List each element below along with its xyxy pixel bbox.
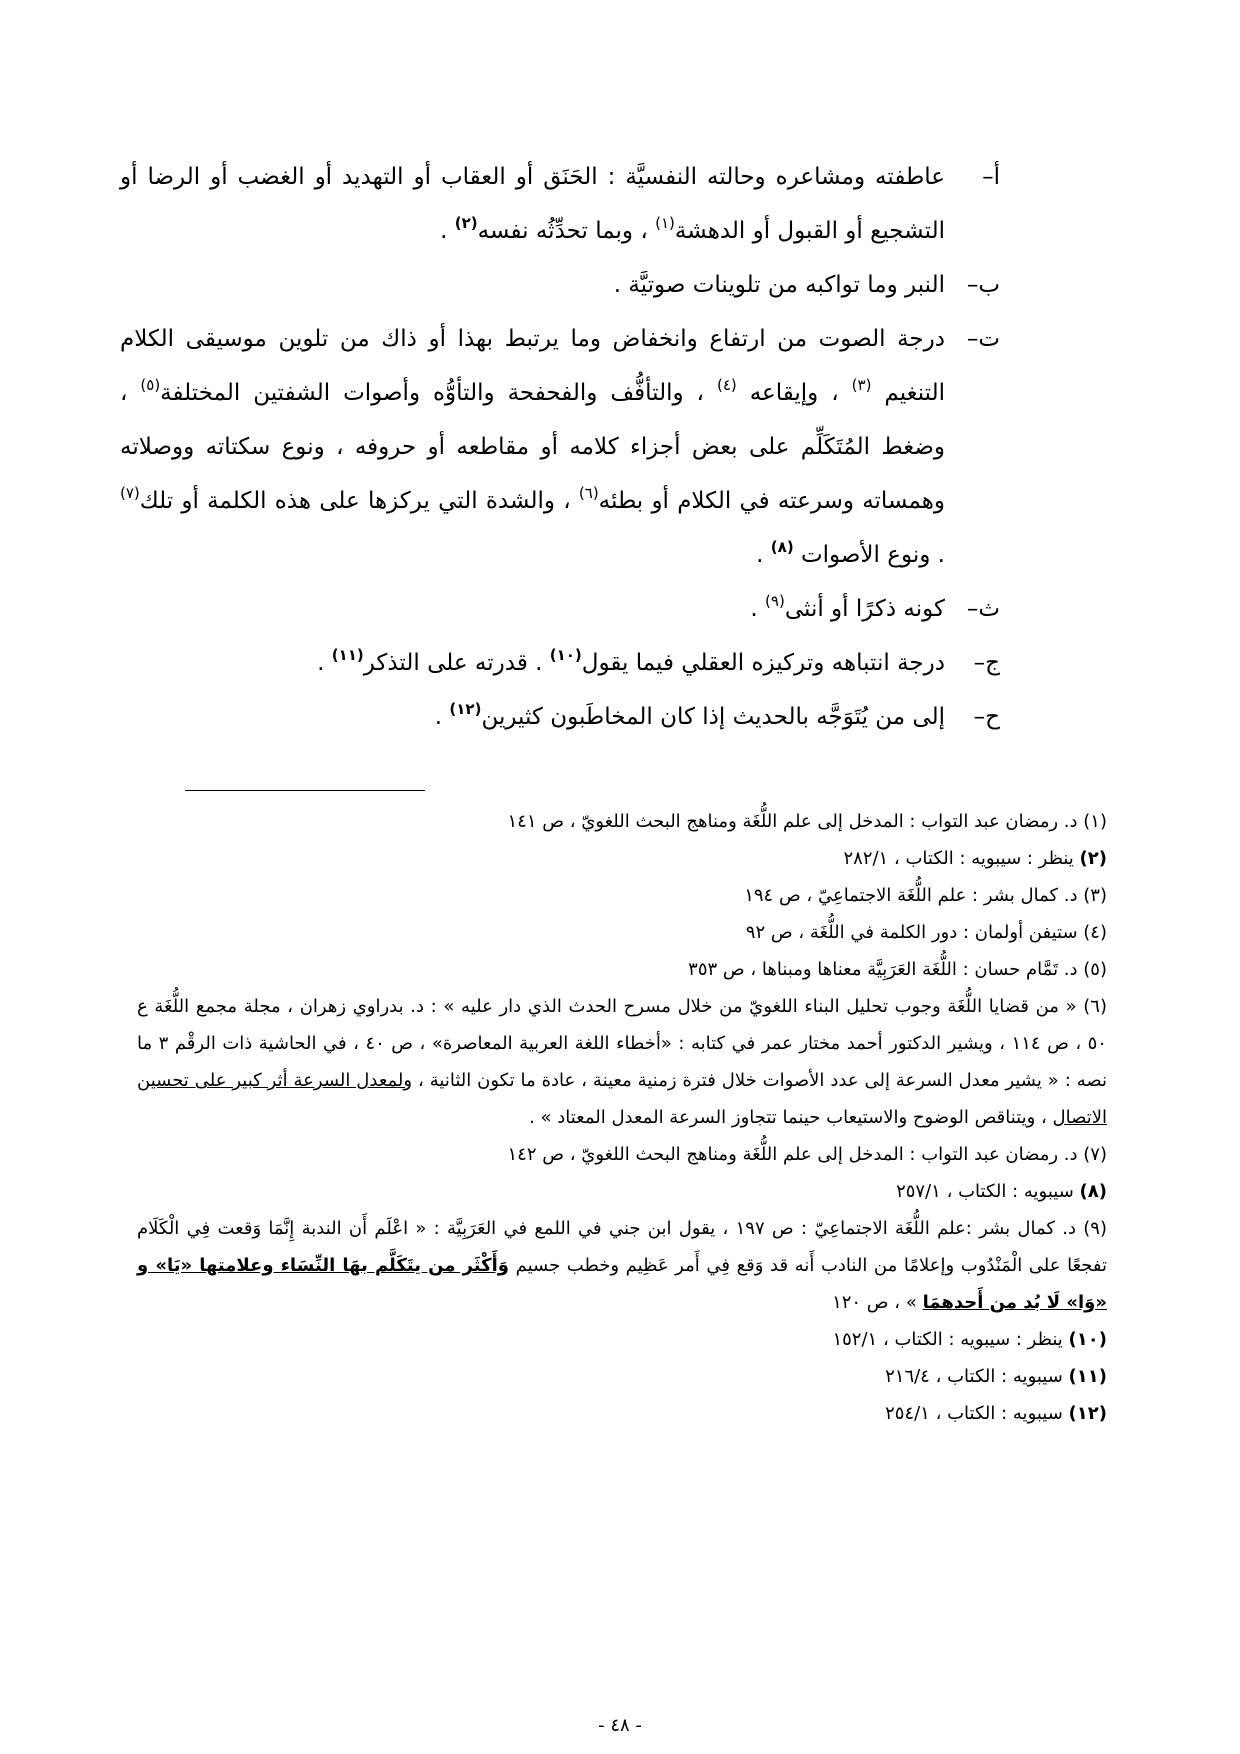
emphasized-quote: وَأَكْثَر من يتَكَلَّم بهَا النِّسَاء وعلامتها «يَا» و «وَا» لَا بُد من أَحدهمَا: [137, 1255, 1107, 1313]
footnote-number: (٨): [1079, 1181, 1107, 1202]
text-run: ستيفن أولمان : دور الكلمة في اللُّغَة ، ص ٩٢: [745, 922, 1084, 943]
footnote: [137, 1395, 1107, 1432]
list-item-text: [434, 700, 945, 730]
list-item-text: [120, 326, 945, 568]
list-marker: ج–: [973, 650, 1000, 676]
list-marker: أ–: [982, 164, 1000, 190]
underlined-text: ولمعدل السرعة أثر كبير على تحسين الاتصال: [137, 1070, 1107, 1128]
footnote-ref: (١٢): [449, 700, 482, 718]
footnote: [137, 988, 1107, 1136]
footnote-ref: (٢): [454, 214, 478, 232]
footnote-separator: [185, 790, 425, 791]
main-body-list: [120, 150, 1000, 744]
footnote: [137, 1358, 1107, 1395]
footnote-number: (٥): [1083, 959, 1107, 980]
page-number: - ٤٨ -: [598, 1715, 642, 1736]
footnote-number: (١٢): [1068, 1403, 1107, 1424]
list-item: [120, 636, 1000, 690]
text-run: » ، ص ١٢٠: [832, 1292, 923, 1313]
list-marker: ح–: [973, 704, 1000, 730]
text-run: .: [317, 650, 332, 676]
text-run: .: [434, 704, 450, 730]
text-run: « من قضايا اللُّغَة وجوب تحليل البناء اللغويّ من خلال مسرح الحدث الذي دار عليه » : د. بدراوي زهران ، مجلة مجمع اللُّغَة ع ٥٠ ، ص ١١٤ ، ويشير الدكتور أحمد مختار عمر في كتابه : «أخطاء اللغة العربية المعاصرة» ، ص ٤٠ ، في الحاشية ذات الرقْم ٣ ما نصه : « يشير معدل السرعة إلى عدد الأصوات خلال فترة زمنية معينة ، عادة ما تكون الثانية ،: [137, 996, 1107, 1091]
text-run: النبر وما تواكبه من تلوينات صوتيَّة .: [613, 272, 945, 298]
text-run: د. رمضان عبد التواب : المدخل إلى علم اللُّغَة ومناهج البحث اللغويّ ، ص ١٤١: [507, 811, 1084, 832]
text-run: ، والشدة التي يركزها على هذه الكلمة أو تلك: [139, 488, 579, 514]
footnote-number: (٩): [1083, 1218, 1107, 1239]
footnote-number: (٤): [1083, 922, 1107, 943]
list-item-text: [120, 164, 945, 244]
footnotes: [137, 803, 1107, 1432]
text-run: د. تَمَّام حسان : اللُّغَة العَرَبِيَّة معناها ومبناها ، ص ٣٥٣: [688, 959, 1084, 980]
footnote-number: (١): [1083, 811, 1107, 832]
list-item-text: [750, 592, 945, 622]
text-run: ، وضغط المُتَكَلِّم على بعض أجزاء كلامه أو مقاطعه أو حروفه ، ونوع سكتاته ووصلاته وهمساته وسرعته في الكلام أو بطئه: [120, 380, 945, 514]
footnote-number: (٣): [1083, 885, 1107, 906]
footnote-number: (٧): [1083, 1144, 1107, 1165]
footnote-ref: (٨): [770, 538, 794, 556]
text-run: ، والتأفُّف والفحفحة والتأوُّه وأصوات الشفتين المختلفة: [160, 380, 717, 406]
footnote-ref: (١١): [331, 646, 364, 664]
text-run: د. رمضان عبد التواب : المدخل إلى علم اللُّغَة ومناهج البحث اللغويّ ، ص ١٤٢: [507, 1144, 1084, 1165]
text-run: ، وإيقاعه: [736, 380, 852, 406]
text-run: عاطفته ومشاعره وحالته النفسيَّة : الحَنَق أو العقاب أو التهديد أو الغضب أو الرضا أو التشجيع أو القبول أو الدهشة: [120, 164, 945, 244]
text-run: د. كمال بشر : علم اللُّغَة الاجتماعِيّ ، ص ١٩٤: [744, 885, 1084, 906]
footnote: [137, 1321, 1107, 1358]
text-run: إلى من يُتَوَجَّه بالحديث إذا كان المخاطَبون كثيرين: [481, 704, 945, 730]
list-item: [120, 150, 1000, 258]
text-run: ينظر : سيبويه : الكتاب ، ١٥٢/١: [832, 1329, 1069, 1350]
list-item: [120, 312, 1000, 582]
footnote-number: (٢): [1079, 848, 1107, 869]
text-run: سيبويه : الكتاب ، ٢٥٧/١: [896, 1181, 1080, 1202]
footnote-ref: (٧): [120, 484, 140, 502]
text-run: .: [756, 542, 771, 568]
text-run: سيبويه : الكتاب ، ٢٥٤/١: [885, 1403, 1069, 1424]
footnote: [137, 1173, 1107, 1210]
footnote: [137, 1136, 1107, 1173]
footnote: [137, 877, 1107, 914]
list-item: [120, 258, 1000, 312]
footnote-number: (١٠): [1068, 1329, 1107, 1350]
list-item-text: [317, 646, 945, 676]
text-run: كونه ذكرًا أو أنثى: [784, 596, 945, 622]
footnote-ref: (٣): [851, 376, 872, 394]
footnote-number: (١١): [1068, 1366, 1107, 1387]
list-marker: ث–: [966, 596, 1000, 622]
footnote: [137, 1210, 1107, 1321]
footnote-ref: (٥): [140, 376, 161, 394]
list-marker: ت–: [966, 326, 1000, 352]
text-run: ، وبما تحدِّثُه نفسه: [477, 218, 656, 244]
text-run: د. كمال بشر :علم اللُّغَة الاجتماعِيّ : ص ١٩٧ ، يقول ابن جني في اللمع في العَرَبِيَّة : « اعْلَم أَن الندبة إِنَّمَا وَقعت فِي الْكَلَام تفجعًا على الْمَنْدُوب وإعلامًا من النادب أَنه قد وَقع فِي أَمر عَظِيم وخطب جسيم: [137, 1218, 1108, 1276]
footnote: [137, 914, 1107, 951]
footnote-ref: (٤): [716, 376, 737, 394]
footnote: [137, 803, 1107, 840]
footnote-ref: (١٠): [549, 646, 582, 664]
text-run: .: [440, 218, 455, 244]
text-run: ينظر : سيبويه : الكتاب ، ٢٨٢/١: [843, 848, 1080, 869]
text-run: درجة انتباهه وتركيزه العقلي فيما يقول: [581, 650, 945, 676]
text-run: . قدرته على التذكر: [363, 650, 550, 676]
footnote-number: (٦): [1083, 996, 1107, 1017]
list-item: [120, 582, 1000, 636]
list-item-text: [614, 272, 945, 298]
text-run: سيبويه : الكتاب ، ٢١٦/٤: [885, 1366, 1069, 1387]
footnote-ref: (٩): [765, 592, 785, 610]
footnote-ref: (٦): [578, 484, 599, 502]
footnote: [137, 840, 1107, 877]
footnote-ref: (١): [655, 214, 675, 232]
list-marker: ب–: [966, 272, 1000, 298]
text-run: درجة الصوت من ارتفاع وانخفاض وما يرتبط بهذا أو ذاك من تلوين موسيقى الكلام التنغيم: [120, 326, 946, 406]
text-run: .: [750, 596, 766, 622]
footnote: [137, 951, 1107, 988]
text-run: ، ويتناقص الوضوح والاستيعاب حينما تتجاوز السرعة المعدل المعتاد » .: [529, 1107, 1053, 1128]
list-item: [120, 690, 1000, 744]
text-run: . ونوع الأصوات: [793, 542, 945, 568]
